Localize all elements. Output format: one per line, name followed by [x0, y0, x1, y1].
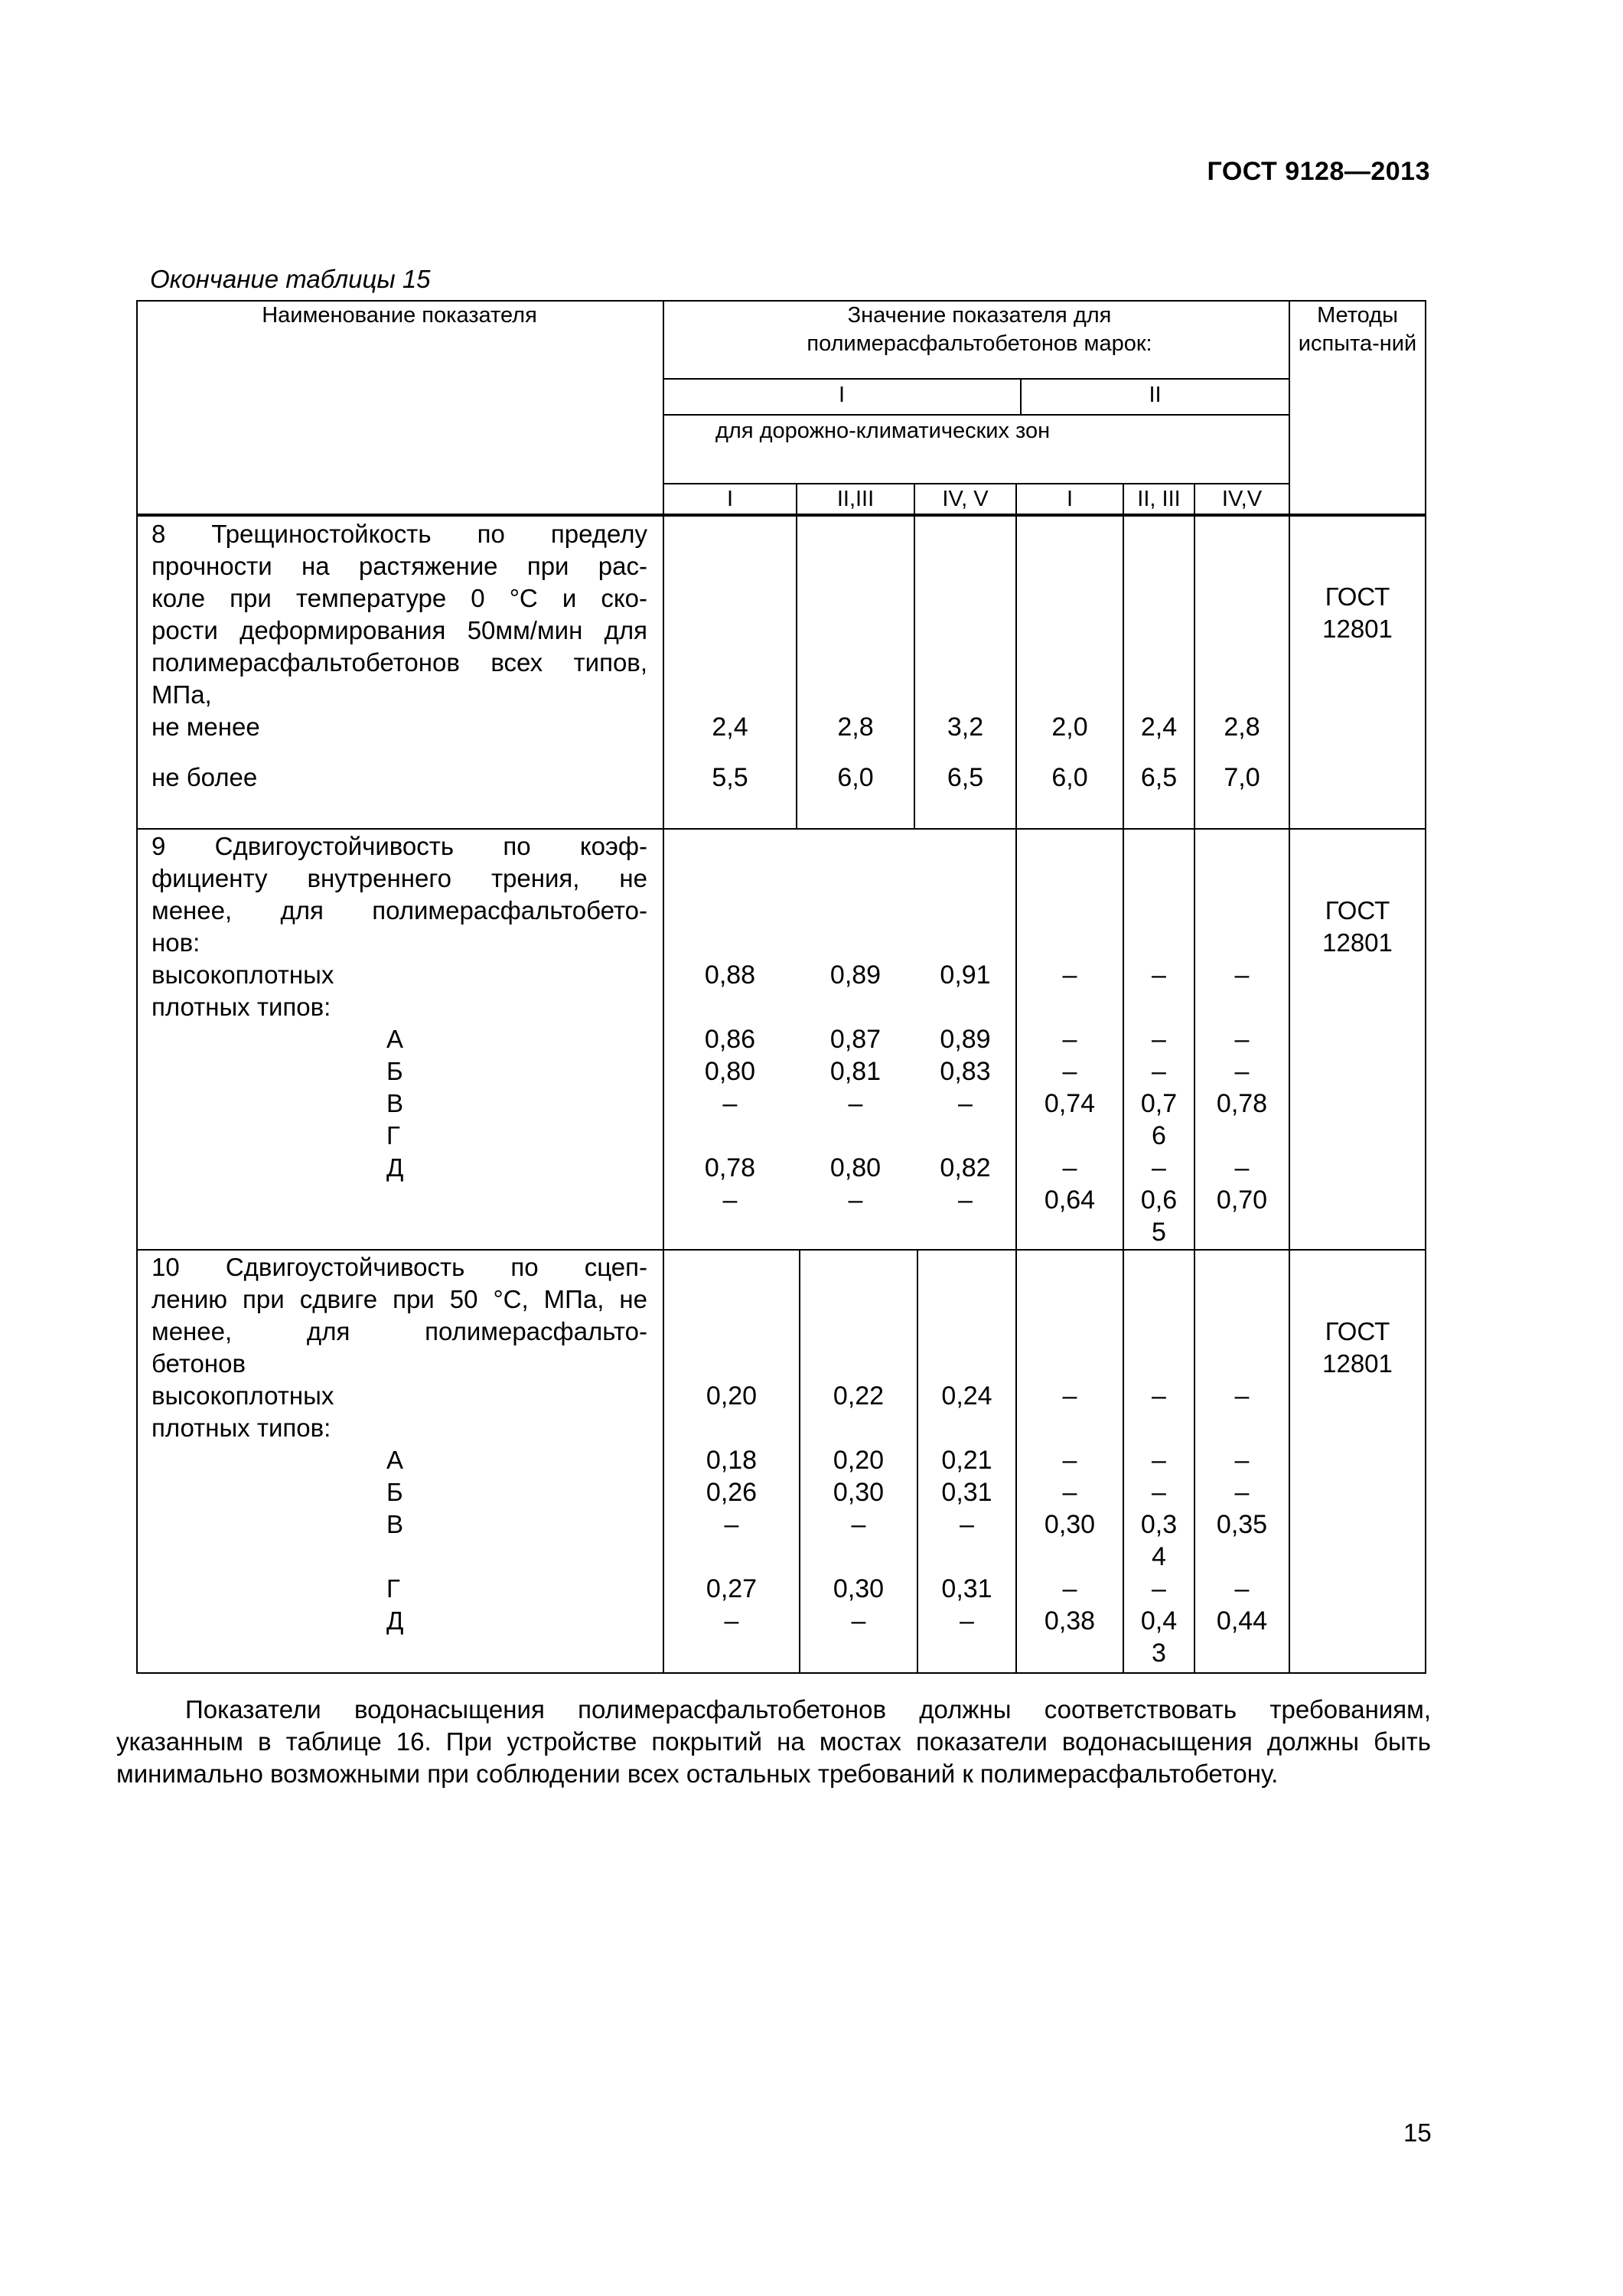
- value-cell: 7,0: [1224, 763, 1260, 792]
- value-cell: –: [1062, 1574, 1077, 1603]
- value-cell: 0,74: [1044, 1089, 1096, 1118]
- value-cell: 0,89: [829, 960, 882, 990]
- value-cell: 0,22: [833, 1381, 885, 1411]
- method-ref: 12801: [1322, 615, 1393, 643]
- value-cell: 6,5: [947, 763, 984, 792]
- value-cell: –: [848, 1186, 863, 1215]
- value-cell: 0,70: [1216, 1186, 1268, 1215]
- value-cell: 0,30: [833, 1478, 885, 1507]
- type-label: Г: [386, 1574, 400, 1603]
- value-cell: 0,88: [704, 960, 756, 990]
- value-cell: 6,5: [1140, 763, 1178, 792]
- column-header-method: Методы испыта-ний: [1298, 303, 1417, 356]
- value-cell: 0,83: [940, 1057, 991, 1086]
- value-cell: –: [1152, 1057, 1166, 1086]
- value-cell: –: [848, 1089, 863, 1118]
- value-cell: 0,3: [1140, 1510, 1178, 1539]
- row-desc-line: 8 Трещиностойкость по пределу: [152, 520, 647, 548]
- value-cell: –: [1152, 960, 1166, 990]
- row-desc-line: фициенту внутреннего трения, не: [152, 864, 647, 892]
- method-ref: ГОСТ: [1325, 582, 1390, 611]
- value-cell: –: [960, 1606, 974, 1636]
- value-cell: 0,4: [1140, 1606, 1178, 1636]
- value-cell: 0,24: [941, 1381, 992, 1411]
- value-cell: –: [1152, 1153, 1166, 1182]
- value-cell: –: [1234, 1381, 1250, 1411]
- document-code: ГОСТ 9128—2013: [1207, 157, 1430, 186]
- row-desc-line: 10 Сдвигоустойчивость по сцеп-: [152, 1253, 647, 1281]
- row-desc-line: коле при температуре 0 °С и ско-: [152, 584, 647, 612]
- type-label: В: [386, 1089, 404, 1117]
- value-cell: 0,81: [829, 1057, 882, 1086]
- value-cell: 0,31: [941, 1478, 992, 1507]
- value-cell: 0,7: [1140, 1089, 1178, 1118]
- type-label: В: [386, 1510, 404, 1538]
- table-caption: Окончание таблицы 15: [150, 265, 431, 293]
- value-cell: 0,6: [1140, 1186, 1178, 1215]
- row-desc-line: не менее: [152, 713, 260, 741]
- value-cell: –: [724, 1606, 739, 1636]
- value-cell: 0,30: [1044, 1510, 1096, 1539]
- type-label: Б: [386, 1057, 403, 1085]
- value-cell: 3,2: [947, 713, 984, 742]
- row-desc-line: лению при сдвиге при 50 °С, МПа, не: [152, 1285, 647, 1313]
- value-cell: –: [1062, 960, 1077, 990]
- value-cell: –: [1062, 1153, 1077, 1182]
- value-cell: –: [1062, 1478, 1077, 1507]
- value-cell: 6,0: [1051, 763, 1088, 792]
- type-label: Г: [386, 1121, 400, 1150]
- value-cell: 0,31: [941, 1574, 992, 1603]
- row-desc-line: менее, для полимерасфальтобето-: [152, 896, 647, 925]
- row-desc-line: полимерасфальтобетонов всех типов,: [152, 648, 647, 677]
- value-cell: –: [851, 1510, 866, 1539]
- value-cell: 0,44: [1216, 1606, 1268, 1636]
- row-desc-line: высокоплотных: [152, 960, 334, 989]
- value-cell-wrap: 3: [1152, 1639, 1166, 1668]
- value-cell: –: [1062, 1025, 1077, 1054]
- value-cell: –: [1152, 1025, 1166, 1054]
- value-cell: 0,35: [1216, 1510, 1268, 1539]
- value-cell: 0,86: [704, 1025, 756, 1054]
- zone-label: I: [1066, 487, 1074, 511]
- row-desc-line: 9 Сдвигоустойчивость по коэф-: [152, 832, 647, 860]
- value-cell: –: [1062, 1446, 1077, 1475]
- row-desc-line: нов:: [152, 928, 200, 957]
- value-cell: –: [958, 1186, 973, 1215]
- value-cell: 0,80: [704, 1057, 756, 1086]
- value-cell: –: [1234, 960, 1250, 990]
- method-ref: ГОСТ: [1325, 896, 1390, 925]
- row-desc-line: плотных типов:: [152, 1414, 331, 1442]
- value-cell: –: [1062, 1057, 1077, 1086]
- value-cell: 0,89: [940, 1025, 991, 1054]
- type-label: Д: [386, 1153, 404, 1182]
- value-cell: –: [1152, 1381, 1166, 1411]
- value-cell: 0,91: [940, 960, 991, 990]
- value-cell: 0,20: [706, 1381, 758, 1411]
- value-cell: –: [724, 1510, 739, 1539]
- value-cell: 0,20: [833, 1446, 885, 1475]
- value-cell: 0,87: [829, 1025, 882, 1054]
- value-cell: –: [1234, 1446, 1250, 1475]
- grade-label: I: [838, 383, 846, 407]
- value-cell: –: [1234, 1478, 1250, 1507]
- row-desc-line: высокоплотных: [152, 1381, 334, 1410]
- value-cell: 6,0: [837, 763, 874, 792]
- method-ref: ГОСТ: [1325, 1317, 1390, 1345]
- column-header-value: Значение показателя для полимерасфальтобетонов марок:: [807, 303, 1152, 356]
- value-cell: 0,64: [1044, 1186, 1096, 1215]
- body-paragraph: [116, 1694, 1431, 1790]
- row-desc-line: бетонов: [152, 1349, 246, 1378]
- row-desc-line: плотных типов:: [152, 993, 331, 1021]
- type-label: Б: [386, 1478, 403, 1506]
- value-cell: –: [722, 1089, 738, 1118]
- row-desc-line: МПа,: [152, 680, 212, 709]
- zone-label: IV,V: [1221, 487, 1263, 511]
- value-cell: –: [1234, 1153, 1250, 1182]
- value-cell: 0,38: [1044, 1606, 1096, 1636]
- value-cell: 2,0: [1051, 713, 1088, 742]
- zone-label: II,III: [836, 487, 875, 511]
- value-cell: –: [1234, 1025, 1250, 1054]
- value-cell: 0,78: [1216, 1089, 1268, 1118]
- zone-label: I: [726, 487, 734, 511]
- value-cell: 0,80: [829, 1153, 882, 1182]
- zone-label: IV, V: [942, 487, 989, 511]
- page-number: 15: [1403, 2118, 1432, 2147]
- row-desc-line: рости деформирования 50мм/мин для: [152, 616, 647, 644]
- value-cell: 2,8: [837, 713, 874, 742]
- value-cell-wrap: 4: [1152, 1542, 1166, 1571]
- row-desc-line: не более: [152, 763, 258, 791]
- value-cell: 2,4: [1140, 713, 1178, 742]
- type-label: А: [386, 1025, 404, 1053]
- value-cell: –: [1234, 1574, 1250, 1603]
- value-cell: 2,4: [712, 713, 748, 742]
- value-cell: –: [1152, 1446, 1166, 1475]
- value-cell: 0,30: [833, 1574, 885, 1603]
- value-cell: –: [722, 1186, 738, 1215]
- value-cell: –: [958, 1089, 973, 1118]
- zones-caption: для дорожно-климатических зон: [715, 419, 1051, 443]
- row-desc-line: прочности на растяжение при рас-: [152, 552, 647, 580]
- value-cell: 0,26: [706, 1478, 758, 1507]
- value-cell: –: [1152, 1574, 1166, 1603]
- value-cell: 0,78: [704, 1153, 756, 1182]
- row-desc-line: менее, для полимерасфальто-: [152, 1317, 647, 1345]
- value-cell: –: [851, 1606, 866, 1636]
- method-ref: 12801: [1322, 1349, 1393, 1378]
- value-cell: 0,27: [706, 1574, 758, 1603]
- grade-label: II: [1149, 383, 1162, 407]
- value-cell: 0,82: [940, 1153, 991, 1182]
- value-cell-wrap: 6: [1152, 1121, 1166, 1150]
- column-header-name: Наименование показателя: [262, 303, 537, 328]
- zone-label: II, III: [1137, 487, 1181, 511]
- value-cell: –: [1152, 1478, 1166, 1507]
- type-label: А: [386, 1446, 404, 1474]
- value-cell: 0,18: [706, 1446, 758, 1475]
- value-cell-wrap: 5: [1152, 1218, 1166, 1247]
- body-paragraph-text: Показатели водонасыщения полимерасфальтобетонов должны соответствовать требованиям, указанным в таблице 16. При устройстве покрытий на мостах показатели водонасыщения должны быть минимально возможными при соблюдении всех остальных требований к полимерасфальтобетону.: [116, 1695, 1431, 1788]
- value-cell: –: [1234, 1057, 1250, 1086]
- value-cell: 5,5: [712, 763, 748, 792]
- type-label: Д: [386, 1606, 404, 1635]
- value-cell: –: [1062, 1381, 1077, 1411]
- value-cell: 2,8: [1224, 713, 1260, 742]
- value-cell: –: [960, 1510, 974, 1539]
- method-ref: 12801: [1322, 928, 1393, 957]
- value-cell: 0,21: [941, 1446, 992, 1475]
